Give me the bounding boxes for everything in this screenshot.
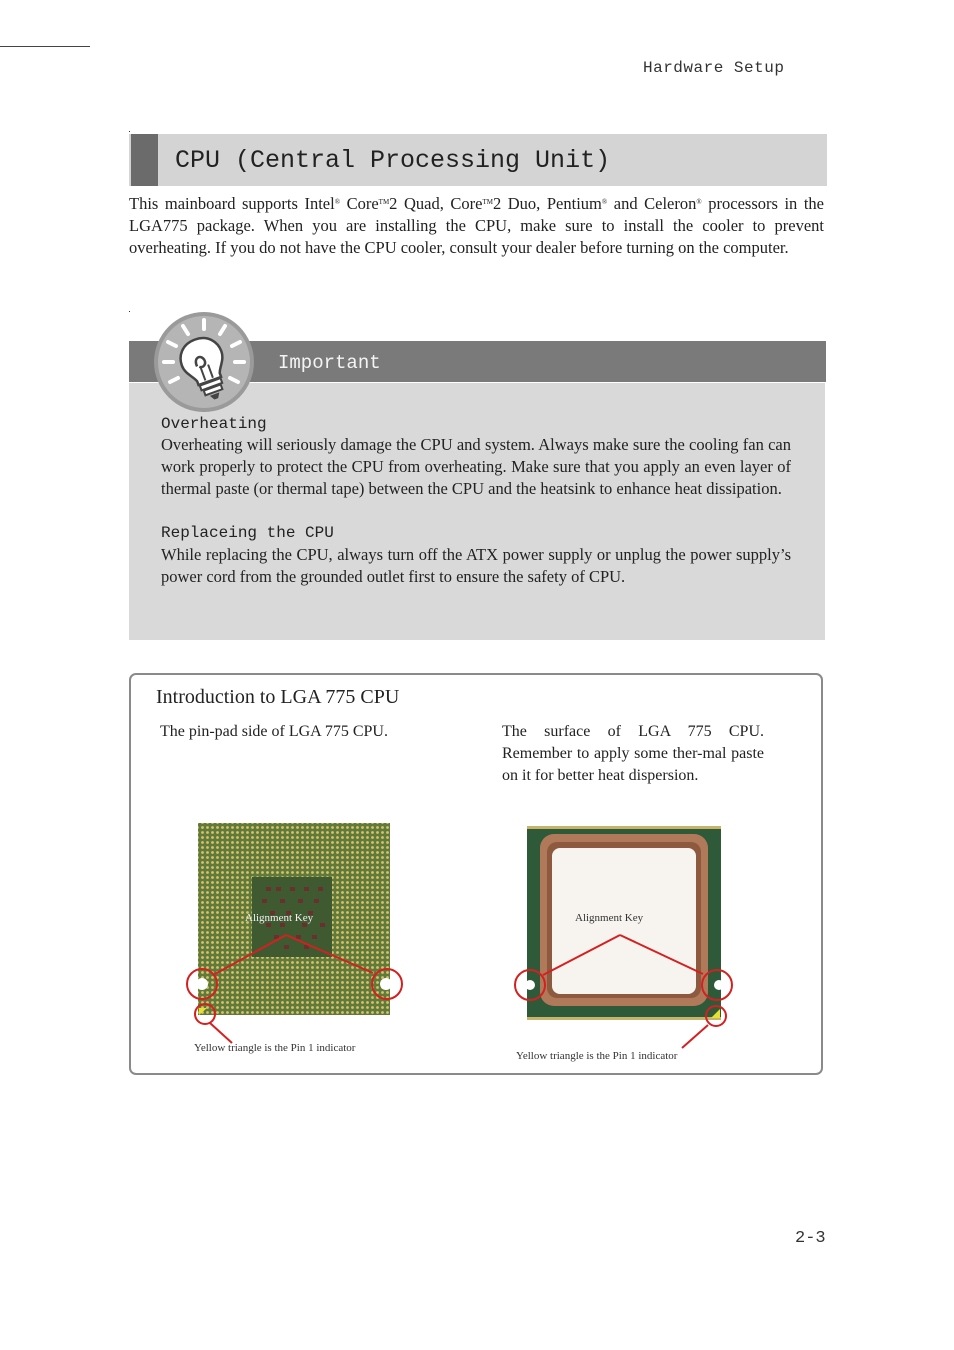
cpu-pin-pad-image (180, 815, 410, 1055)
overheating-heading: Overheating (161, 415, 267, 433)
intro-paragraph (129, 193, 824, 259)
cpu-surface-image (510, 820, 740, 1068)
pin1-note-right: Yellow triangle is the Pin 1 indicator (516, 1050, 678, 1062)
pin1-note-left: Yellow triangle is the Pin 1 indicator (194, 1042, 356, 1054)
title-accent (131, 134, 158, 186)
section-header: Hardware Setup (643, 59, 785, 77)
lightbulb-icon (152, 310, 256, 414)
overheating-text: Overheating will seriously damage the CPU and system. Always make sure the cooling fan can work properly to protect the CPU from overheating. Make sure that you apply an even layer of thermal paste (or thermal tape) between the CPU and the heatsink to enhance heat dissipation. (161, 435, 791, 498)
alignment-key-label-right: Alignment Key (575, 912, 644, 924)
page-title: CPU (Central Processing Unit) (175, 146, 611, 175)
top-rule (0, 46, 90, 47)
pin-pad-caption: The pin-pad side of LGA 775 CPU. (160, 723, 388, 740)
reg-mark: ® (696, 198, 702, 206)
reg-mark: ® (601, 198, 608, 206)
intro-text: This mainboard supports Intel (129, 194, 335, 213)
tm-mark: TM (482, 198, 493, 206)
intro-text: and Celeron (607, 194, 697, 213)
intro-text: 2 Duo, Pentium (492, 194, 602, 213)
page-number: 2-3 (795, 1229, 826, 1248)
lga775-title: Introduction to LGA 775 CPU (156, 686, 400, 708)
corner-mark (129, 131, 130, 132)
intro-text: Core (340, 194, 379, 213)
replacing-text: While replacing the CPU, always turn off the ATX power supply or unplug the power supply’s power cord from the grounded outlet first to ensure the safety of CPU. (161, 545, 791, 586)
reg-mark: ® (334, 198, 341, 206)
tm-mark: TM (378, 198, 390, 206)
replacing-heading: Replaceing the CPU (161, 524, 334, 542)
corner-mark (129, 311, 130, 312)
intro-text: 2 Quad, Core (389, 194, 483, 213)
important-title: Important (278, 352, 381, 374)
surface-caption: The surface of LGA 775 CPU. Remember to apply some ther-mal paste on it for better heat dispersion. (502, 723, 764, 784)
alignment-key-label-left: Alignment Key (245, 912, 314, 924)
intro-text: processors in the LGA775 package. When you are installing the CPU, make sure to install the cooler to prevent overheating. If you do not have the CPU cooler, consult your dealer before turning on the computer. (129, 194, 824, 257)
